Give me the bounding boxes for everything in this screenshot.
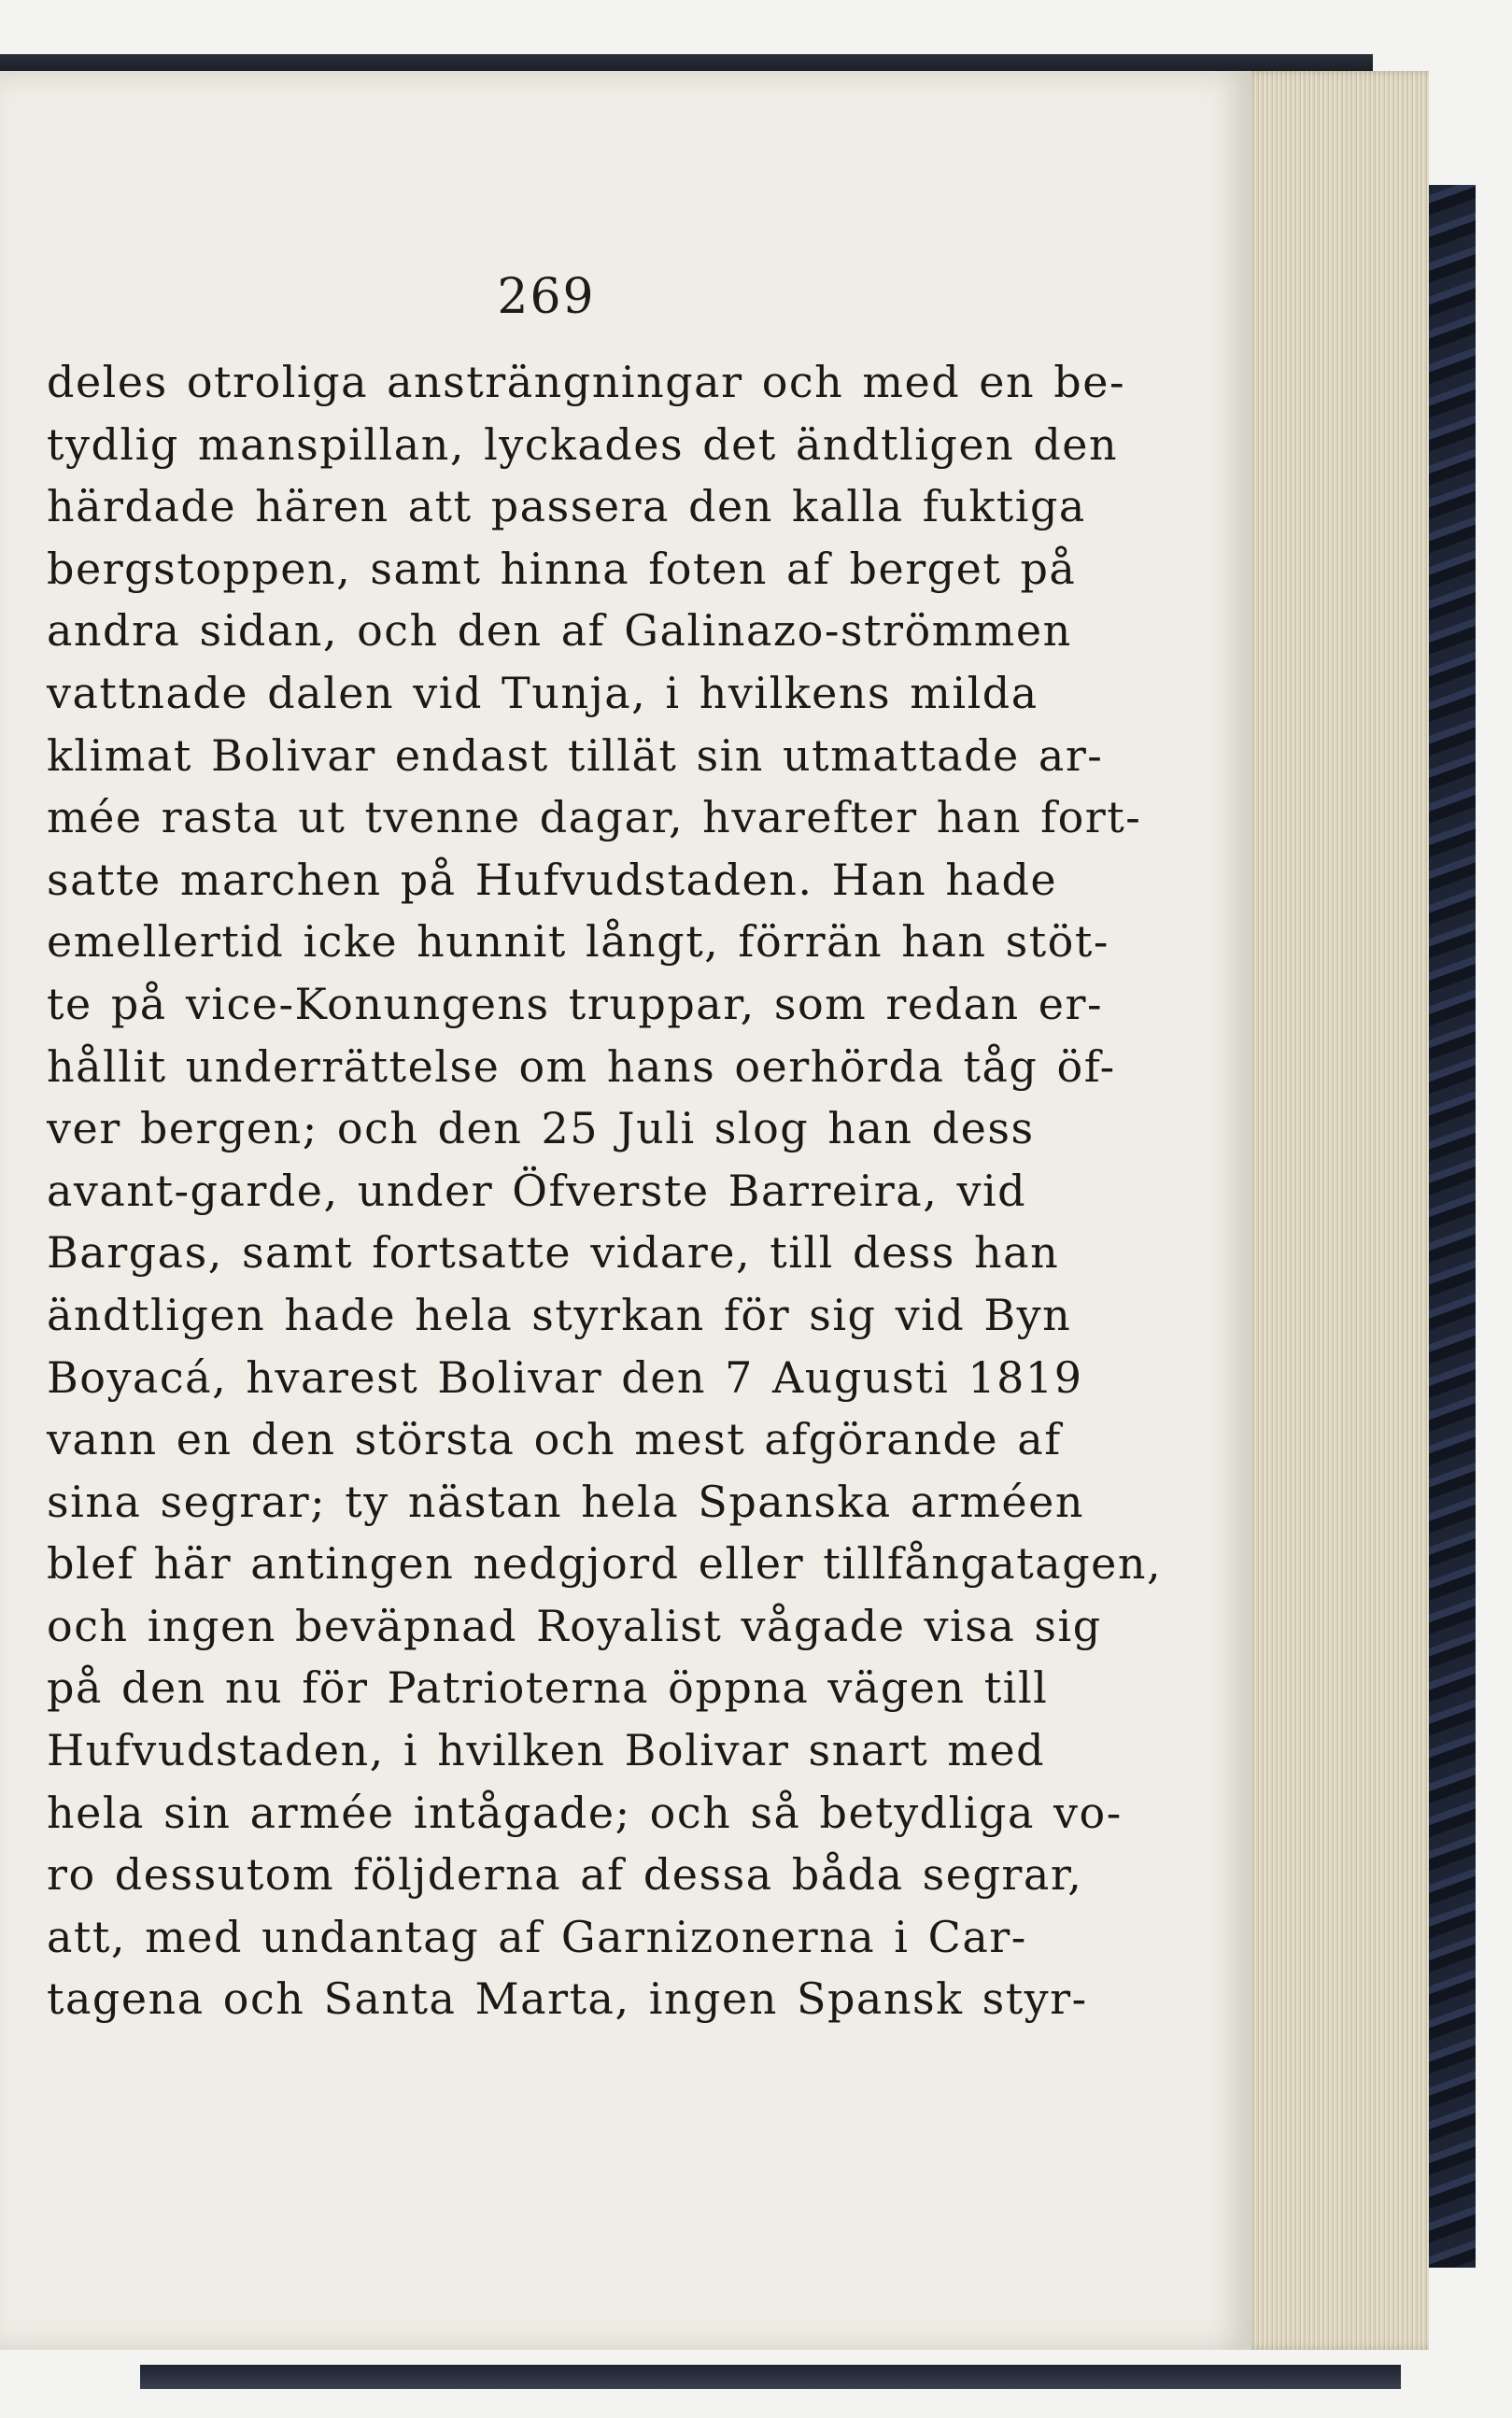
text-line: sina segrar; ty nästan hela Spanska arméen <box>47 1476 1084 1527</box>
text-line: blef här antingen nedgjord eller tillfångatagen, <box>47 1538 1163 1590</box>
text-line: att, med undantag af Garnizonerna i Car- <box>47 1911 1027 1962</box>
book <box>0 54 1476 2389</box>
text-line: ver bergen; och den 25 Juli slog han dess <box>47 1103 1035 1154</box>
text-line: och ingen beväpnad Royalist vågade visa sig <box>47 1600 1102 1651</box>
text-line: Bargas, samt fortsatte vidare, till dess han <box>47 1227 1060 1279</box>
book-bottom-edge <box>140 2365 1401 2389</box>
text-line: hållit underrättelse om hans oerhörda tåg öf- <box>47 1040 1116 1092</box>
text-line: tydlig manspillan, lyckades det ändtligen den <box>47 418 1119 470</box>
text-line: vattnade dalen vid Tunja, i hvilkens milda <box>47 667 1039 718</box>
text-line: mée rasta ut tvenne dagar, hvarefter han fort- <box>47 792 1142 843</box>
text-line: deles otroliga ansträngningar och med en be- <box>47 357 1125 407</box>
book-page <box>0 71 1251 2350</box>
text-line: klimat Bolivar endast tillät sin utmattade ar- <box>47 729 1104 781</box>
text-line: på den nu för Patrioterna öppna vägen till <box>47 1662 1049 1714</box>
book-top-edge <box>0 54 1373 71</box>
text-line: te på vice-Konungens truppar, som redan er- <box>47 978 1104 1029</box>
text-line: ro dessutom följderna af dessa båda segrar, <box>47 1849 1083 1901</box>
text-line: Boyacá, hvarest Bolivar den 7 Augusti 1819 <box>47 1351 1083 1403</box>
text-line: vann en den största och mest afgörande af <box>47 1414 1062 1465</box>
page-edges <box>1242 71 1429 2350</box>
text-line: ändtligen hade hela styrkan för sig vid Byn <box>47 1289 1072 1340</box>
text-line: andra sidan, och den af Galinazo-strömmen <box>47 605 1072 657</box>
text-line: bergstoppen, samt hinna foten af berget på <box>47 543 1077 594</box>
text-line: härdade hären att passera den kalla fuktiga <box>47 481 1086 532</box>
page-number: 269 <box>497 269 596 325</box>
text-line: satte marchen på Hufvudstaden. Han hade <box>47 854 1058 905</box>
text-line: hela sin armée intågade; och så betydliga vo- <box>47 1787 1123 1838</box>
text-line: Hufvudstaden, i hvilken Bolivar snart med <box>47 1725 1046 1776</box>
page-text <box>47 351 1163 2030</box>
text-line: tagena och Santa Marta, ingen Spansk styr- <box>47 1973 1088 2025</box>
text-line: avant-garde, under Öfverste Barreira, vid <box>47 1165 1027 1216</box>
text-line: emellertid icke hunnit långt, förrän han stöt- <box>47 916 1109 968</box>
